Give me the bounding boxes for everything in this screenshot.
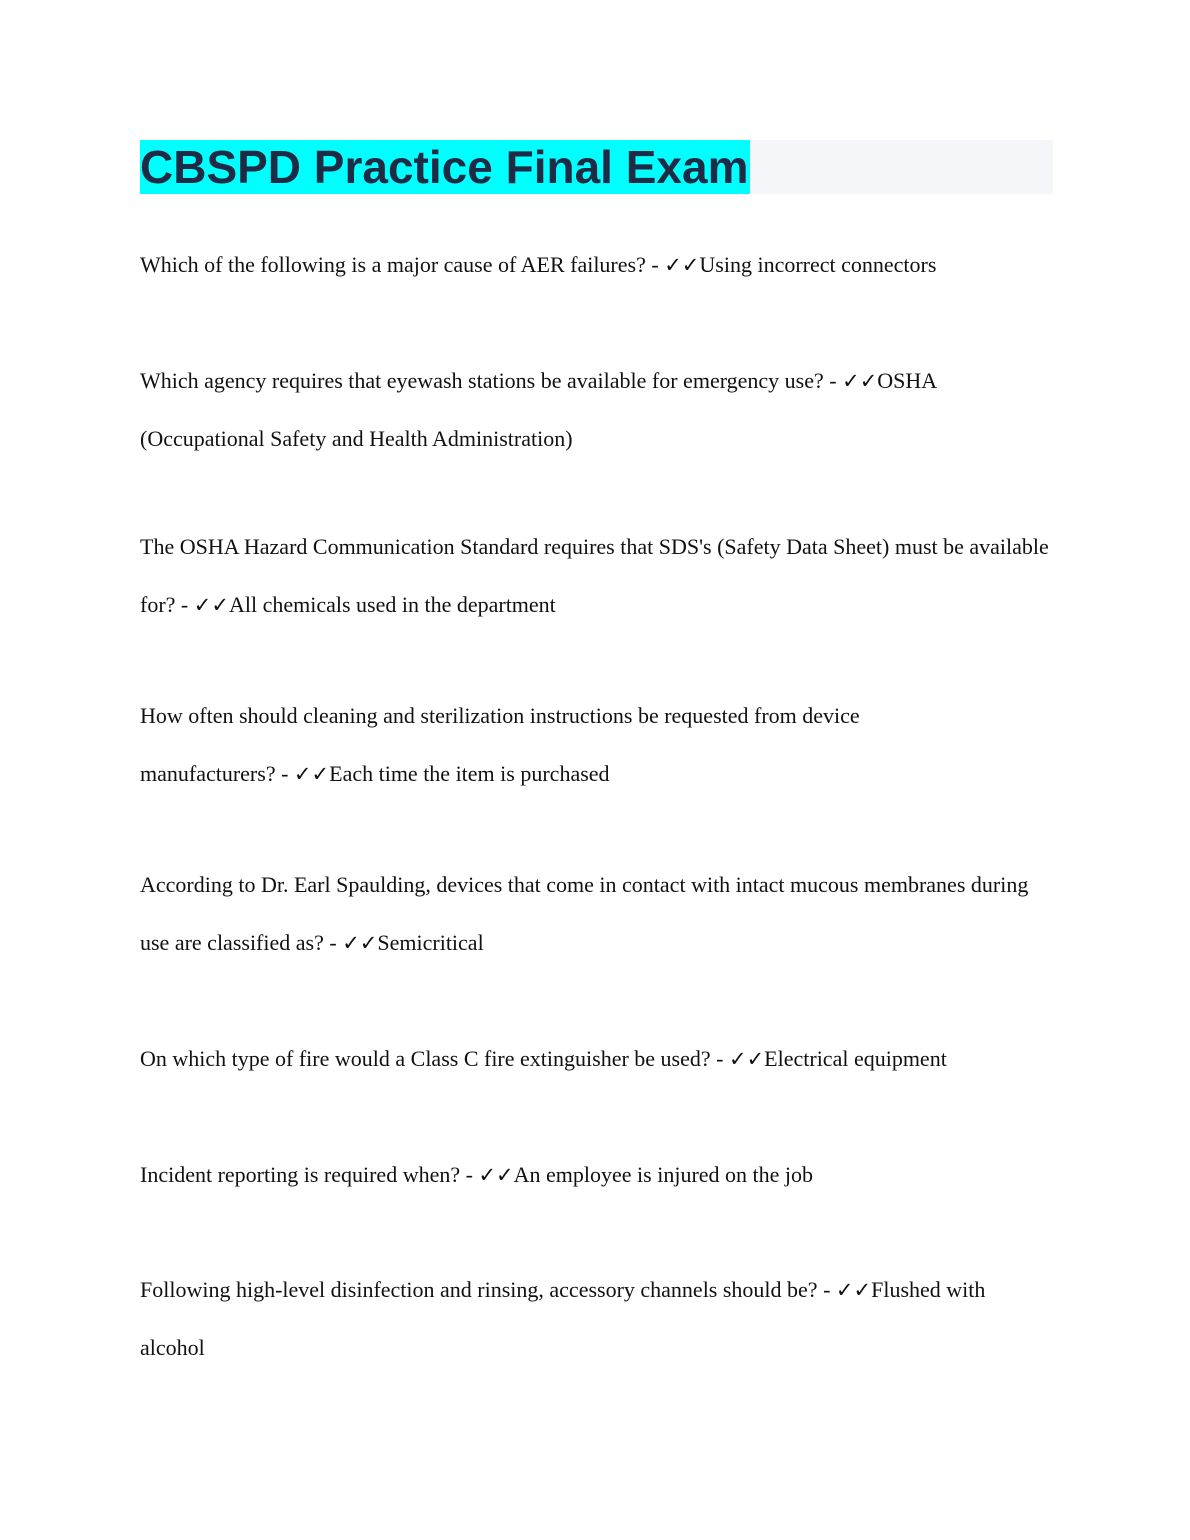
question-text: According to Dr. Earl Spaulding, devices that come in contact with intact mucous membranes during use are classified as? [140,872,1029,955]
question-text: On which type of fire would a Class C fire extinguisher be used? [140,1046,711,1071]
answer-text: Electrical equipment [764,1046,947,1071]
answer-text: Flushed with alcohol [140,1277,986,1360]
separator: - [817,1277,836,1302]
answer-text: Each time the item is purchased [329,761,610,786]
qa-item [140,687,940,803]
check-icon: ✓✓ [193,593,229,617]
answer-text: OSHA (Occupational Safety and Health Administration) [140,368,936,451]
qa-item [140,1146,1055,1204]
answer-text: Using incorrect connectors [699,252,937,277]
separator: - [275,761,294,786]
qa-item [140,352,1055,468]
answer-text: Semicritical [377,930,484,955]
separator: - [323,930,343,955]
question-text: Which agency requires that eyewash stations be available for emergency use? [140,368,824,393]
separator: - [460,1162,479,1187]
question-text: The OSHA Hazard Communication Standard requires that SDS's (Safety Data Sheet) must be available for? [140,534,1049,617]
page-title: CBSPD Practice Final Exam [140,141,749,193]
check-icon: ✓✓ [728,1047,765,1071]
question-text: How often should cleaning and sterilization instructions be requested from device manufacturers? [140,703,860,786]
check-icon: ✓✓ [664,253,700,277]
qa-item [140,1030,1055,1088]
separator: - [645,252,665,277]
check-icon: ✓✓ [342,931,378,955]
check-icon: ✓✓ [835,1278,872,1302]
separator: - [710,1046,729,1071]
question-text: Incident reporting is required when? [140,1162,461,1187]
qa-item [140,236,1055,294]
check-icon: ✓✓ [478,1163,514,1187]
answer-text: An employee is injured on the job [513,1162,814,1187]
check-icon: ✓✓ [293,762,330,786]
qa-item [140,518,1055,634]
qa-item [140,1261,1055,1377]
question-text: Following high-level disinfection and rinsing, accessory channels should be? [140,1277,818,1302]
answer-text: All chemicals used in the department [228,592,556,617]
check-icon: ✓✓ [842,369,878,393]
separator: - [175,592,194,617]
separator: - [823,368,843,393]
question-text: Which of the following is a major cause of AER failures? [140,252,646,277]
qa-item [140,856,1055,972]
